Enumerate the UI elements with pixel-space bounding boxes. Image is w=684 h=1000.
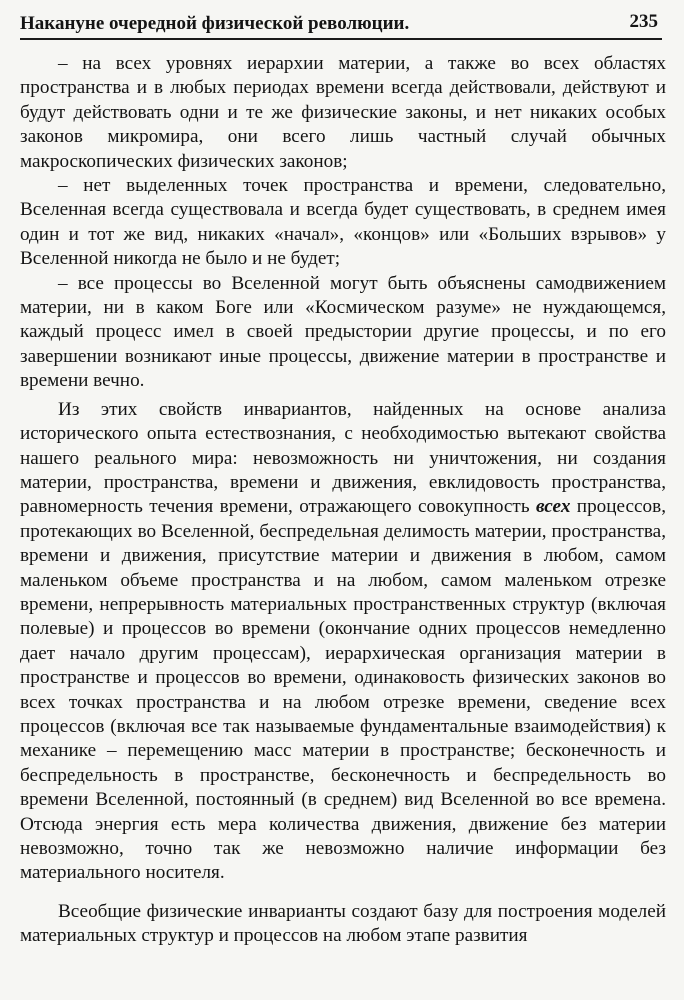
paragraph-text: Всеобщие физические инварианты создают базу для построения моделей материальных структур и процессов на любом этапе развития	[20, 900, 666, 947]
page-number: 235	[629, 11, 658, 32]
body-text	[20, 52, 666, 949]
paragraph-text: – на всех уровнях иерархии материи, а также во всех областях пространства и в любых периодах времени всегда действовали, действуют и будут действовать одни и те же физические законы, и нет никаких особых законов микромира, они всего лишь частный случай обычных макроскопических физических законов;	[20, 53, 666, 172]
paragraph-text: – нет выделенных точек пространства и времени, следовательно, Вселенная всегда существовала и всегда будет существовать, в среднем имея один и тот же вид, никаких «начал», «концов» или «Больших взрывов» у Вселенной никогда не было и не будет;	[20, 175, 666, 270]
paragraph-text: – все процессы во Вселенной могут быть объяснены самодвижением материи, ни в каком Боге или «Космическом разуме» не нуждающемся, каждый процесс имел в своей предыстории другие процессы, и по его завершении возникают иные процессы, движение материи в пространстве и времени вечно.	[20, 272, 666, 392]
emphasized-word: всех	[535, 496, 571, 518]
paragraph-text-before: Из этих свойств инвариантов, найденных на основе анализа исторического опыта естествознания, с необходимостью вытекают свойства нашего реального мира: невозможность ни уничтожения, ни создания материи, пространства, времени и движения, евклидовость пространства, равномерность течения времени, отражающего совокупность	[20, 398, 666, 518]
paragraph-self-motion	[20, 272, 666, 394]
paragraph-universal-invariants	[20, 900, 666, 949]
paragraph-properties-of-world	[20, 398, 666, 886]
page-header	[20, 4, 662, 40]
paragraph-invariant-laws	[20, 52, 666, 174]
running-title: Накануне очередной физической революции.	[20, 13, 410, 34]
paragraph-text-after: процессов, протекающих во Вселенной, беспредельная делимость материи, пространства, времени и движения, присутствие материи и движения в любом, самом маленьком объеме пространства и на любом, самом маленьком отрезке времени, непрерывность материальных пространственных структур (включая полевые) и процессов во времени (окончание одних процессов немедленно дает начало другим процессам), иерархическая организация материи в пространстве и процессов во времени, одинаковость физических законов во всех точках пространства и на любом отрезке времени, сведение всех процессов (включая все так называемые фундаментальные взаимодействия) к механике – перемещению масс материи в пространстве; бесконечность и беспредельность в пространстве, бесконечность и беспредельность во времени Вселенной, постоянный (в среднем) вид Вселенной во все времена. Отсюда энергия есть мера количества движения, движение без материи невозможно, точно так же невозможно наличие информации без материального носителя.	[20, 496, 667, 884]
paragraph-no-special-points	[20, 174, 666, 272]
